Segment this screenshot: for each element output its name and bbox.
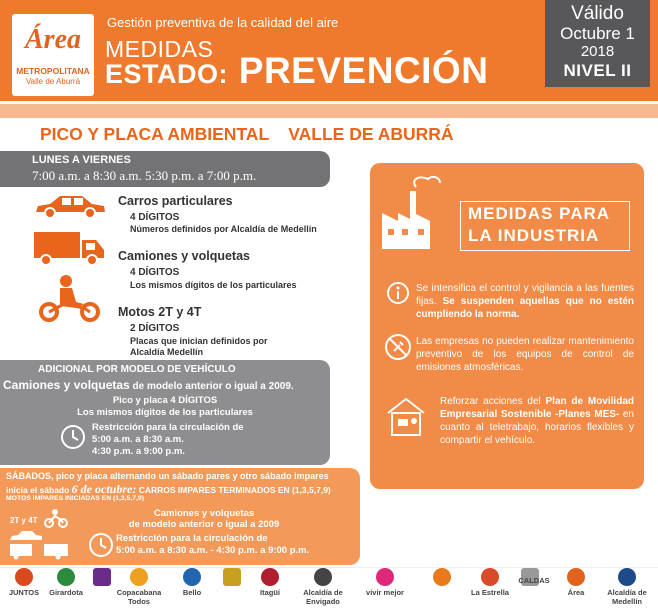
cars-note: Números definidos por Alcaldía de Medellín [130,224,317,234]
saturday-moto-label: 2T y 4T [10,516,38,525]
logo-circle [424,568,460,606]
cars-digits: 4 DÍGITOS [130,212,180,223]
valid-level: NIVEL II [563,61,632,80]
industry-item-1-bold: Se suspenden aquellas que no estén cumpliendo la norma. [416,296,634,320]
valid-year: 2018 [580,43,615,60]
additional-restr-1: Restricción para la circulación de [92,422,244,433]
additional-title: ADICIONAL POR MODELO DE VEHÍCULO [38,364,236,375]
trucks-note: Los mismos dígitos de los particulares [130,280,297,290]
industry-item-3-post: en cuanto al teletrabajo, horarios flexibles y compartir el vehículo. [440,409,634,446]
weekday-label: LUNES A VIERNES [32,154,131,166]
additional-line1 [3,378,294,392]
saturday-restr-2: 5:00 a.m. a 8:30 a.m. - 4:30 p.m. a 9:00 p.m. [116,545,310,556]
additional-restr-2: 5:00 a.m. a 8:30 a.m. [92,434,184,445]
title-line1: MEDIDAS [105,36,214,62]
page-title [105,50,488,92]
logo-caldas: CALDAS [518,576,550,585]
truck-icon [32,230,108,266]
car-icon [32,192,108,220]
saturday-restr-1: Restricción para la circulación de [116,533,268,544]
industry-item-2: Las empresas no pueden realizar mantenimiento preventivo de los equipos de control de emisiones atmosféricas. [416,336,634,373]
small-motorcycle-icon [44,508,68,528]
header-divider [0,104,658,118]
saturday-restriction [116,533,309,557]
logo-crest [222,568,242,606]
header-banner [0,0,658,101]
trucks-digits: 4 DÍGITOS [130,267,180,278]
additional-same-digits: Los mismos dígitos de los particulares [77,407,253,418]
no-maintenance-icon [384,333,412,361]
clock-icon [60,424,86,450]
small-vehicles-icon [8,528,72,560]
additional-by-model [0,360,330,465]
weekday-schedule [0,151,330,187]
saturday-trucks-2: de modelo anterior o igual a 2009 [128,519,280,530]
logo-medellin: Alcaldía de Medellín [600,568,654,606]
telework-icon [384,395,428,439]
motos-title: Motos 2T y 4T [118,305,202,319]
factory-icon [380,173,460,255]
industry-banner-2: LA INDUSTRIA [468,226,600,245]
additional-line1-bold: Camiones y volquetas [3,378,130,392]
logo-juntos: JUNTOS [8,568,40,606]
title-main: PREVENCIÓN [238,50,489,91]
industry-panel [370,163,644,489]
industry-item-1 [416,282,634,321]
municipality-logos-footer [0,567,658,612]
motos-note-1: Placas que inician definidos por [130,336,268,346]
logo-shield [92,568,112,606]
industry-item-3-bold: Plan de Movilidad Empresarial Sostenible -Planes MES- [440,396,634,420]
valid-date: Octubre 1 [560,24,635,43]
section-title: PICO Y PLACA AMBIENTAL VALLE DE ABURRÁ [40,124,454,144]
logo-line1: METROPOLITANA [16,66,90,76]
saturday-schedule [0,468,360,565]
logo-copacabana: Copacabana Todos [116,568,162,606]
logo-mark: Área [25,24,81,55]
motorcycle-icon [38,274,102,324]
logo-area-metropolitana: Área [556,568,596,606]
header-subtitle: Gestión preventiva de la calidad del aire [107,15,339,30]
saturday-line2-rest: CARROS IMPARES TERMINADOS EN (1,3,5,7,9) [136,485,331,495]
clock-icon-saturday [88,532,114,558]
saturday-date: 6 de octubre: [71,482,137,496]
logo-la-estrella: La Estrella [466,568,514,606]
title-prefix: ESTADO: [105,59,228,89]
validity-box [545,0,650,87]
additional-restriction [92,422,244,458]
industry-item-3 [440,395,634,447]
trucks-title: Camiones y volquetas [118,249,250,263]
saturday-line2-prefix: inicia el sábado [6,485,72,495]
saturday-line3: MOTOS IMPARES INICIADAS EN (1,3,5,7,9) [6,495,144,502]
logo-envigado: Alcaldía de Envigado [298,568,348,606]
motos-note-2: Alcaldía Medellín [130,347,204,357]
motos-digits: 2 DÍGITOS [130,323,180,334]
additional-line1-rest: de modelo anterior o igual a 2009. [129,381,294,392]
additional-restr-3: 4:30 p.m. a 9:00 p.m. [92,446,185,457]
industry-item-1-text: Se intensifica el control y vigilancia a las fuentes fijas. [416,283,634,307]
area-metropolitana-logo [12,14,94,96]
valid-label: Válido [571,3,624,24]
cars-title: Carros particulares [118,194,233,208]
logo-bello: Bello [166,568,218,606]
logo-line2: Valle de Aburrá [25,77,81,86]
industry-item-3-pre: Reforzar acciones del [440,396,546,407]
saturday-line1: SÁBADOS, pico y placa alternando un sábado pares y otro sábado impares [6,471,329,481]
additional-pico: Pico y placa 4 DÍGITOS [112,395,218,406]
industry-banner-1: MEDIDAS PARA [468,204,611,223]
weekday-hours: 7:00 a.m. a 8:30 a.m. 5:30 p.m. a 7:00 p.m. [32,168,257,183]
logo-itagui: Itagüí [248,568,292,606]
logo-girardota: Girardota [44,568,88,606]
info-icon [386,281,410,305]
logo-vivir-mejor: vivir mejor [352,568,418,606]
saturday-trucks-1: Camiones y volquetas [153,508,255,519]
